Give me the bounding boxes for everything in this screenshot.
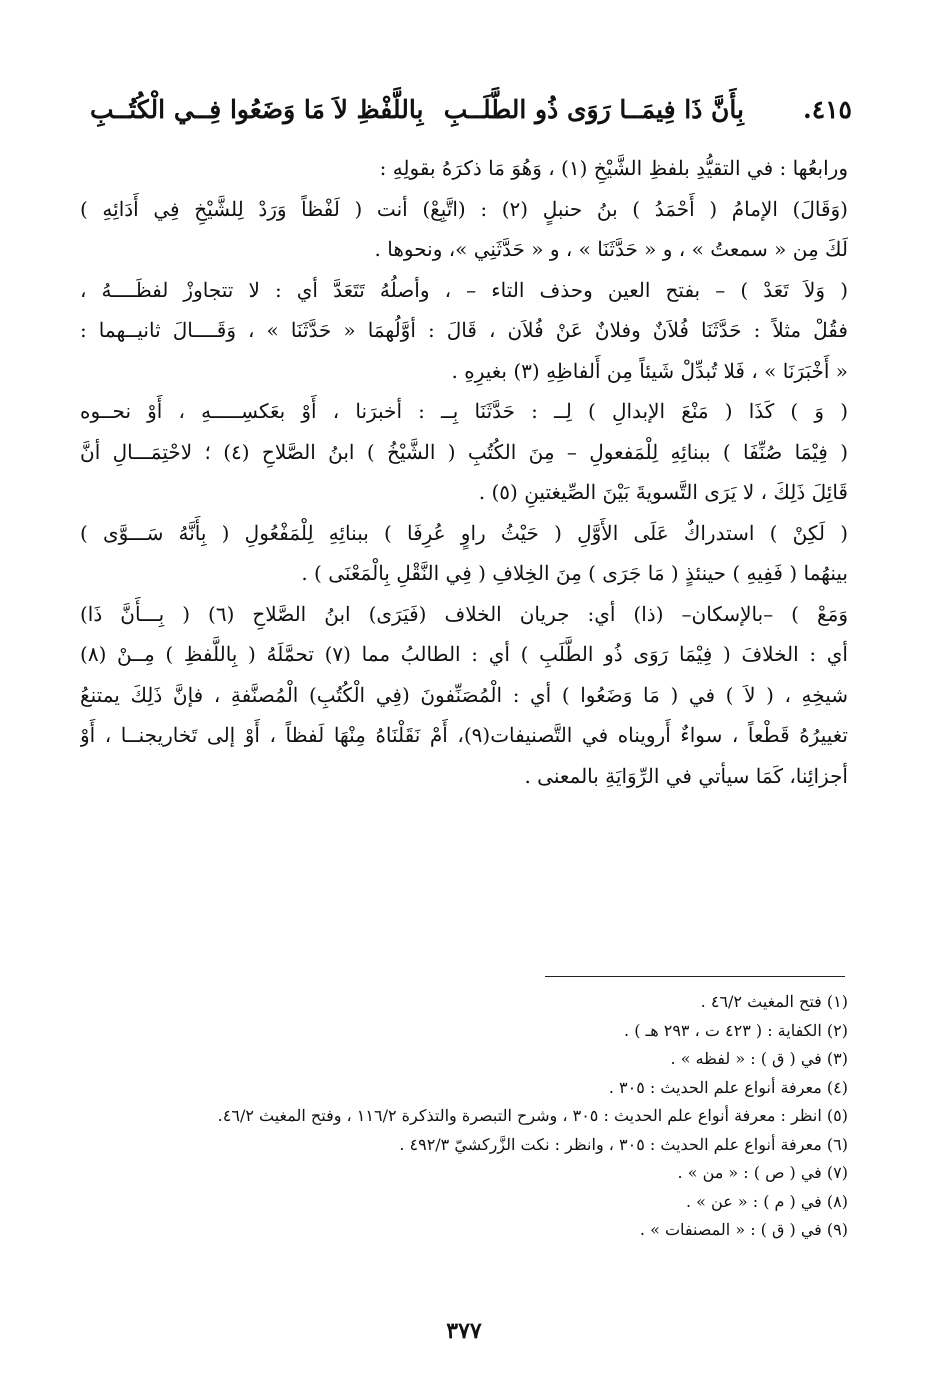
body-line: ( وَلاَ تَعَدْ ) – بفتح العين وحذف التاء – ، وأصلُهُ تَتَعَدَّ أي : لا تتجاوزْ لفظَــــهُ ، xyxy=(80,277,848,302)
commentary-body xyxy=(80,148,848,796)
body-line: تغييرُهُ قَطْعاً ، سواءٌ أَرويناه في التَّصنيفات(٩)، أَمْ نَقَلْنَاهُ مِنْهَا لَفظاً ، أَوْ إلى تَخاريجنــا ، أَوْ xyxy=(80,723,848,747)
footnote: (٢) الكفاية : ( ٤٢٣ ت ، ٢٩٣ هـ ) . xyxy=(624,1020,848,1040)
body-line: فقُلْ مثلاً : حَدَّثَنَا فُلاَنٌ وفلانٌ عَنْ فُلاَن ، قَالَ : أوَّلُهمَا « حَدَّثَنَا » ، وَقَــــالَ ثانيــهما : xyxy=(80,318,848,342)
body-line: ( فِيْمَا صُنِّفَا ) ببنائِهِ لِلْمَفعولِ – مِنَ الكُتُبِ ( الشَّيْخُ ) ابنُ الصَّلاحِ (٤) ؛ لاحْتِمَـــالِ أنَّ xyxy=(80,439,848,464)
body-line: لَكَ مِن « سمعتُ » ، و « حَدَّثَنَا » ، و « حَدَّثَنِي »، ونحوها . xyxy=(374,237,848,261)
verse-number: ٤١٥. xyxy=(802,95,852,124)
page-number: ٣٧٧ xyxy=(446,1318,482,1344)
verse-first-hemistich: بِأَنَّ ذَا فِيمَــا رَوَى ذُو الطَّلَــبِ xyxy=(443,95,744,124)
verse-line xyxy=(90,88,852,132)
body-line: بينهُما ( فَفِيهِ ) حينئذٍ ( مَا جَرَى ) مِنَ الخِلافِ ( فِي النَّقْلِ بِالْمَعْنَى ) . xyxy=(301,561,848,585)
body-line: « أَخْبَرَنَا » ، فَلا تُبدِّلْ شَيئاً مِن أَلفاظِهِ (٣) بغيرِهِ . xyxy=(451,358,848,383)
footnote: (٤) معرفة أنواع علم الحديث : ٣٠٥ . xyxy=(608,1077,848,1097)
body-line: (وَقَالَ) الإمامُ ( أَحْمَدُ ) بنُ حنبلٍ (٢) : (اتَّبِعْ) أنت ( لَفْظاً وَرَدْ لِلشَّيْخِ فِي أَدَائِهِ ) xyxy=(80,196,848,221)
footnote-separator xyxy=(545,976,845,977)
footnote: (٩) في ( ق ) : « المصنفات » . xyxy=(639,1220,848,1239)
footnote: (٨) في ( م ) : « عن » . xyxy=(685,1191,848,1211)
body-line: قَائِلَ ذَلِكَ ، لا يَرَى التَّسويةَ بَيْنَ الصِّيغتينِ (٥) . xyxy=(478,480,848,504)
body-line: ( وَ ) كَذَا ( مَنْعَ الإبدالِ ) لِــ : حَدَّثَنَا بِــ : أخبرَنا ، أَوْ بعَكسِـــــهِ ، أَوْ نحــوه xyxy=(80,399,848,423)
body-line: أي : الخلافَ ( فِيْمَا رَوَى ذُو الطَّلَبِ ) أي : الطالبُ مما (٧) تحمَّلَهُ ( بِاللَّفظِ ) مِــنْ (٨) xyxy=(80,642,848,666)
footnote: (٧) في ( ص ) : « من » . xyxy=(677,1163,848,1182)
body-line: شيخِهِ ، ( لاَ ) في ( مَا وَضَعُوا ) أي : الْمُصَنِّفونَ (فِي الْكُتُبِ) الْمُصنَّفةِ ، فإنَّ ذَلِكَ يمتنعُ xyxy=(80,682,848,707)
body-line: ( لَكِنْ ) استدراكٌ عَلَى الأَوَّلِ ( حَيْثُ راوٍ عُرِفَا ) ببنائِهِ لِلْمَفْعُولِ ( بِأَنَّهُ سَـــوَّى ) xyxy=(80,520,848,545)
footnotes xyxy=(90,988,848,1245)
footnote: (٥) انظر : معرفة أنواع علم الحديث : ٣٠٥ ، وشرح التبصرة والتذكرة ١١٦/٢ ، وفتح المغيث ٤٦/٢. xyxy=(217,1106,848,1125)
body-line: ورابعُها : في التقيُّدِ بلفظِ الشَّيْخِ (١) ، وَهُوَ مَا ذكرَهُ بقولِهِ : xyxy=(379,156,848,180)
verse-second-hemistich: بِاللَّفْظِ لاَ مَا وَضَعُوا فِــي الْكُتُــبِ xyxy=(90,95,424,124)
body-line: وَمَعْ ) –بالإسكان– (ذا) أي: جريان الخلاف (فَيَرَى) ابنُ الصَّلاحِ (٦) ( بِـــأَنَّ ذَا) xyxy=(80,601,848,626)
body-line: أجزائِنا، كَمَا سيأتي في الرِّوَايَةِ بالمعنى . xyxy=(524,763,848,788)
footnote: (١) فتح المغيث ٤٦/٢ . xyxy=(700,992,848,1011)
footnote: (٣) في ( ق ) : « لفظه » . xyxy=(670,1049,848,1068)
footnote: (٦) معرفة أنواع علم الحديث : ٣٠٥ ، وانظر : نكت الزَّركشيّ ٤٩٢/٣ . xyxy=(399,1134,848,1154)
